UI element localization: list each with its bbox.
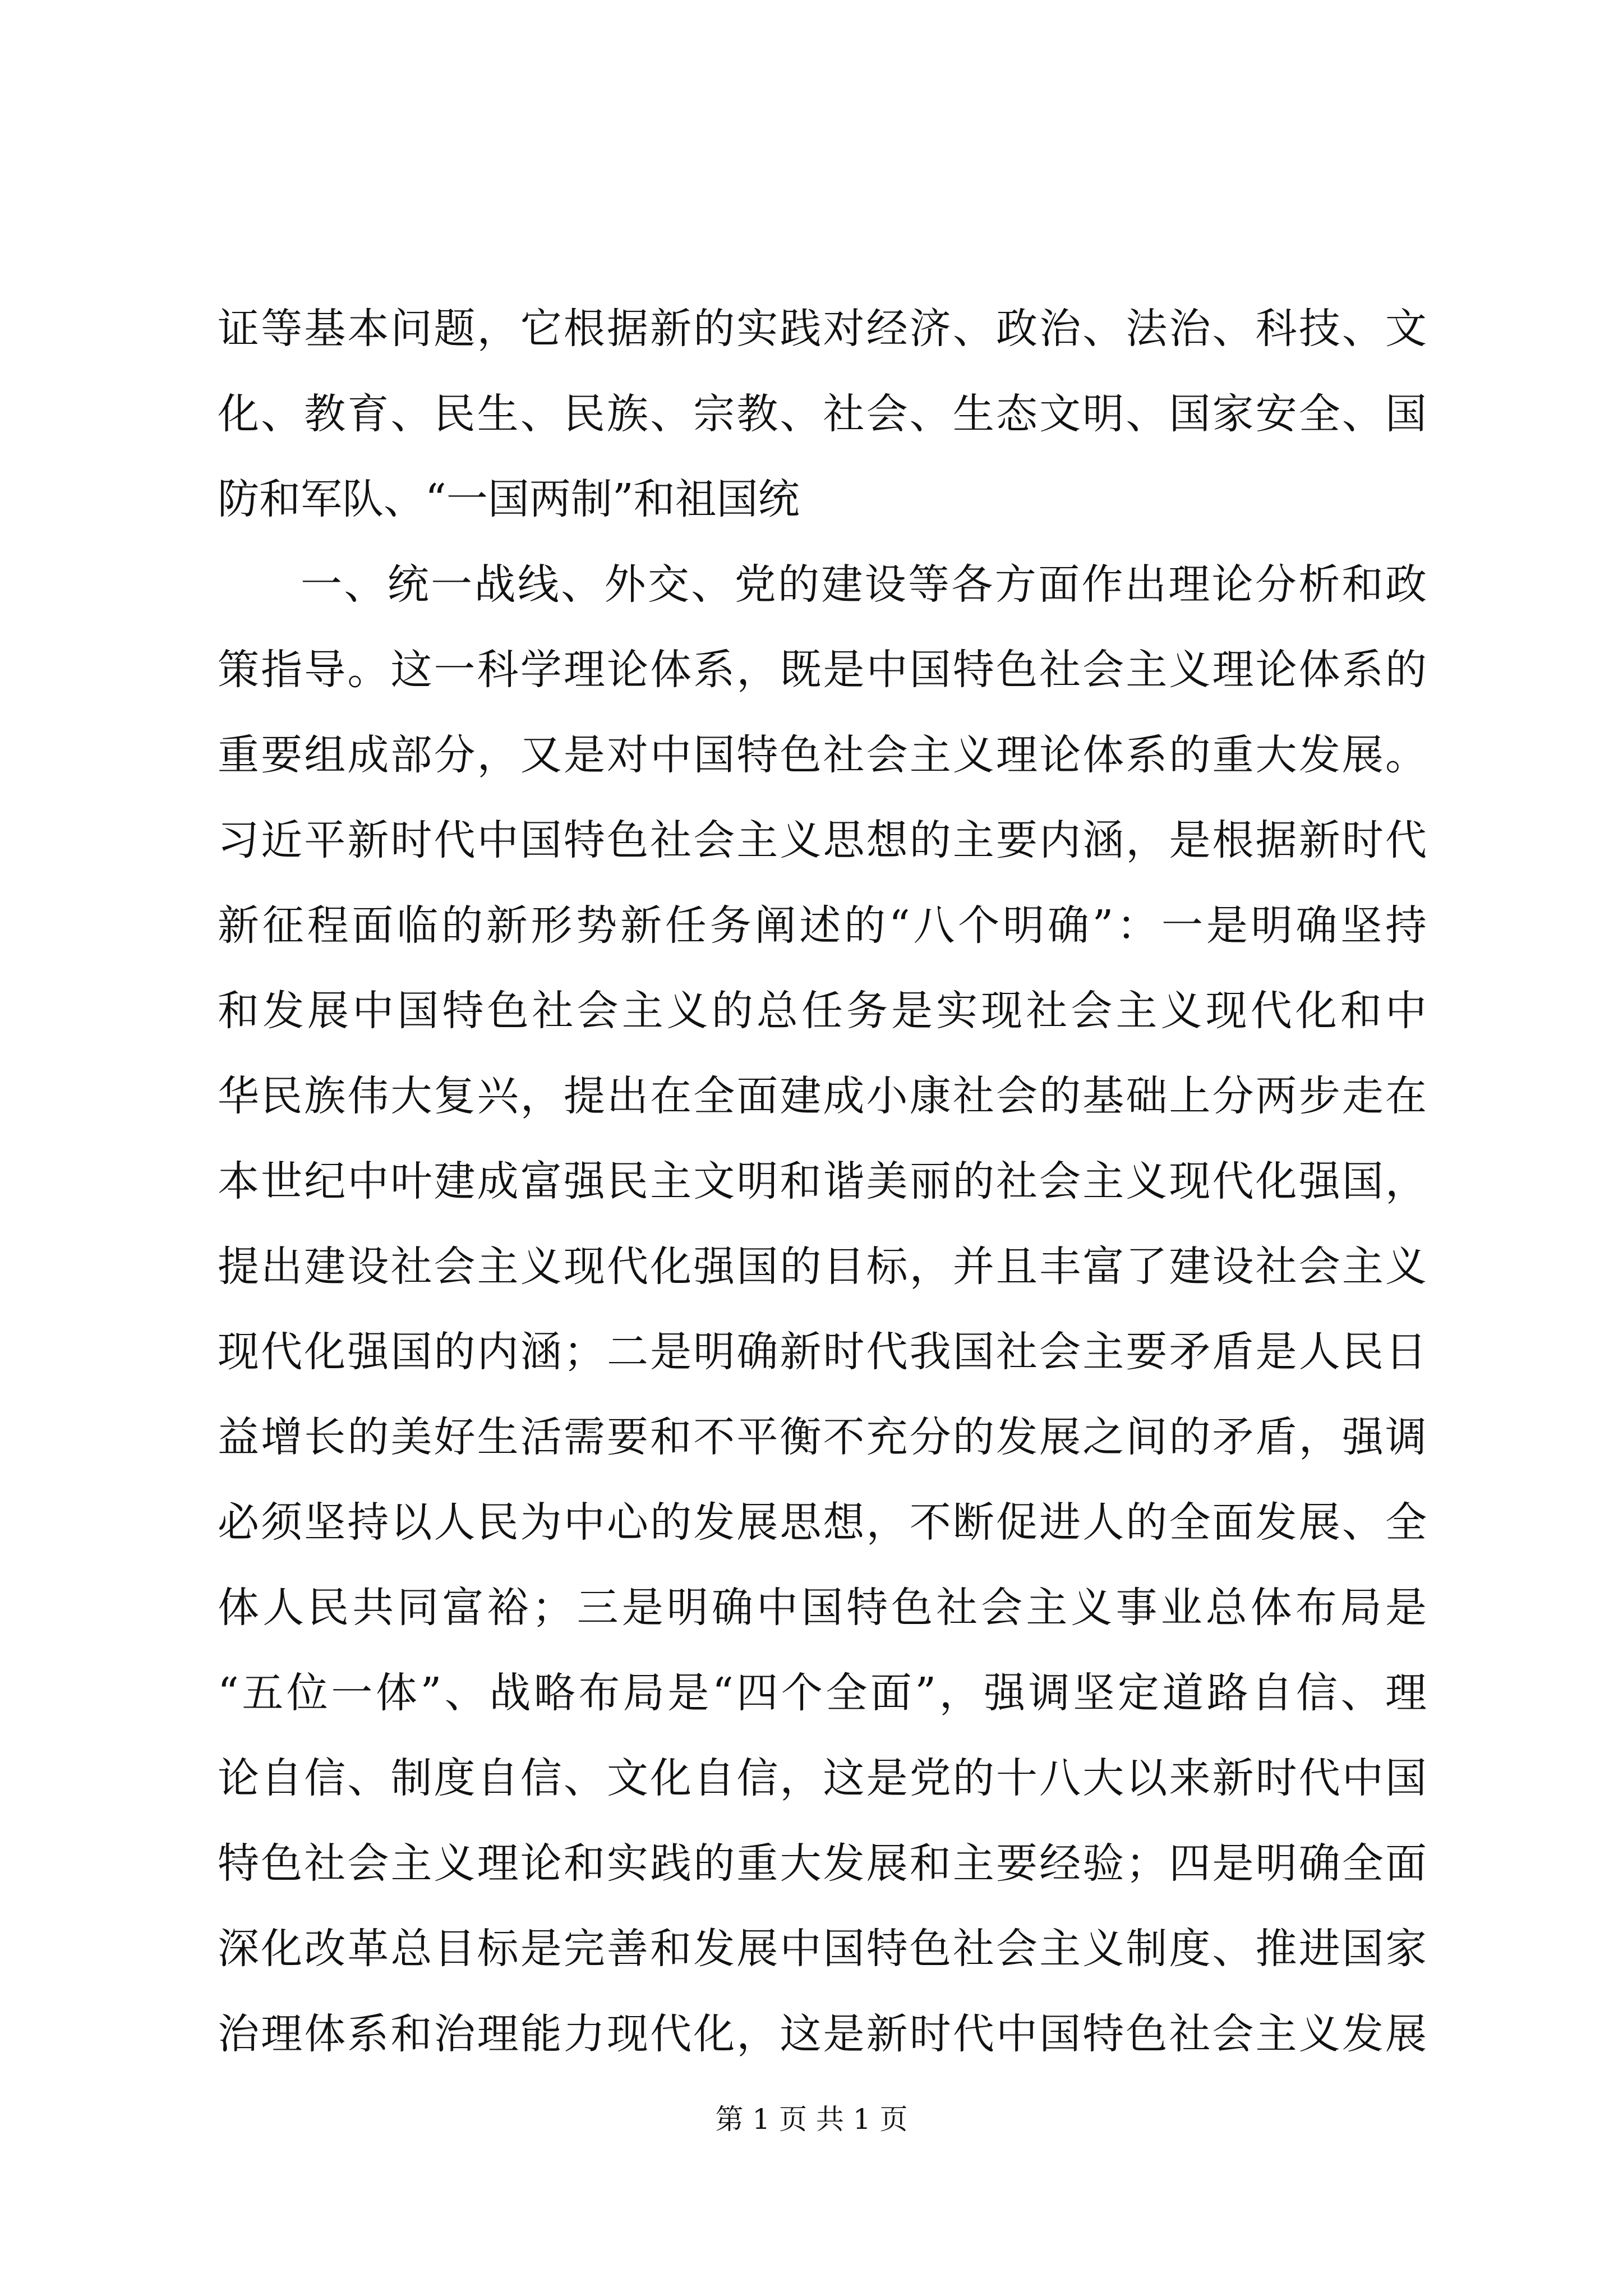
text-line-14: 益增长的美好生活需要和不平衡不充分的发展之间的矛盾，强调 [218,1413,1427,1461]
text-line-12: 提出建设社会主义现代化强国的目标，并且丰富了建设社会主义 [218,1243,1427,1291]
text-line-1: 证等基本问题，它根据新的实践对经济、政治、法治、科技、文 [218,305,1427,353]
text-line-6: 重要组成部分，又是对中国特色社会主义理论体系的重大发展。 [218,731,1427,779]
text-line-21: 治理体系和治理能力现代化，这是新时代中国特色社会主义发展 [218,2010,1427,2058]
text-line-19: 特色社会主义理论和实践的重大发展和主要经验；四是明确全面 [218,1839,1427,1888]
page-number-label: 第 1 页 共 1 页 [715,2103,908,2136]
text-line-16: 体人民共同富裕；三是明确中国特色社会主义事业总体布局是 [218,1584,1427,1632]
text-line-10: 华民族伟大复兴，提出在全面建成小康社会的基础上分两步走在 [218,1072,1427,1120]
text-line-2: 化、教育、民生、民族、宗教、社会、生态文明、国家安全、国 [218,390,1427,438]
text-line-11: 本世纪中叶建成富强民主文明和谐美丽的社会主义现代化强国， [218,1157,1427,1205]
text-line-3: 防和军队、“一国两制”和祖国统 [218,475,800,523]
text-line-20: 深化改革总目标是完善和发展中国特色社会主义制度、推进国家 [218,1925,1427,1973]
text-line-7: 习近平新时代中国特色社会主义思想的主要内涵，是根据新时代 [218,816,1427,864]
text-line-9: 和发展中国特色社会主义的总任务是实现社会主义现代化和中 [218,987,1427,1035]
text-line-13: 现代化强国的内涵；二是明确新时代我国社会主要矛盾是人民日 [218,1328,1427,1376]
text-line-17: “五位一体”、战略布局是“四个全面”，强调坚定道路自信、理 [218,1669,1427,1717]
page-footer [0,2102,1623,2136]
text-line-18: 论自信、制度自信、文化自信，这是党的十八大以来新时代中国 [218,1754,1427,1802]
text-line-8: 新征程面临的新形势新任务阐述的“八个明确”：一是明确坚持 [218,901,1427,950]
text-line-5: 策指导。这一科学理论体系，既是中国特色社会主义理论体系的 [218,646,1427,694]
text-line-15: 必须坚持以人民为中心的发展思想，不断促进人的全面发展、全 [218,1498,1427,1547]
body-text [218,286,1427,2077]
text-line-4: 一、统一战线、外交、党的建设等各方面作出理论分析和政 [301,560,1427,609]
